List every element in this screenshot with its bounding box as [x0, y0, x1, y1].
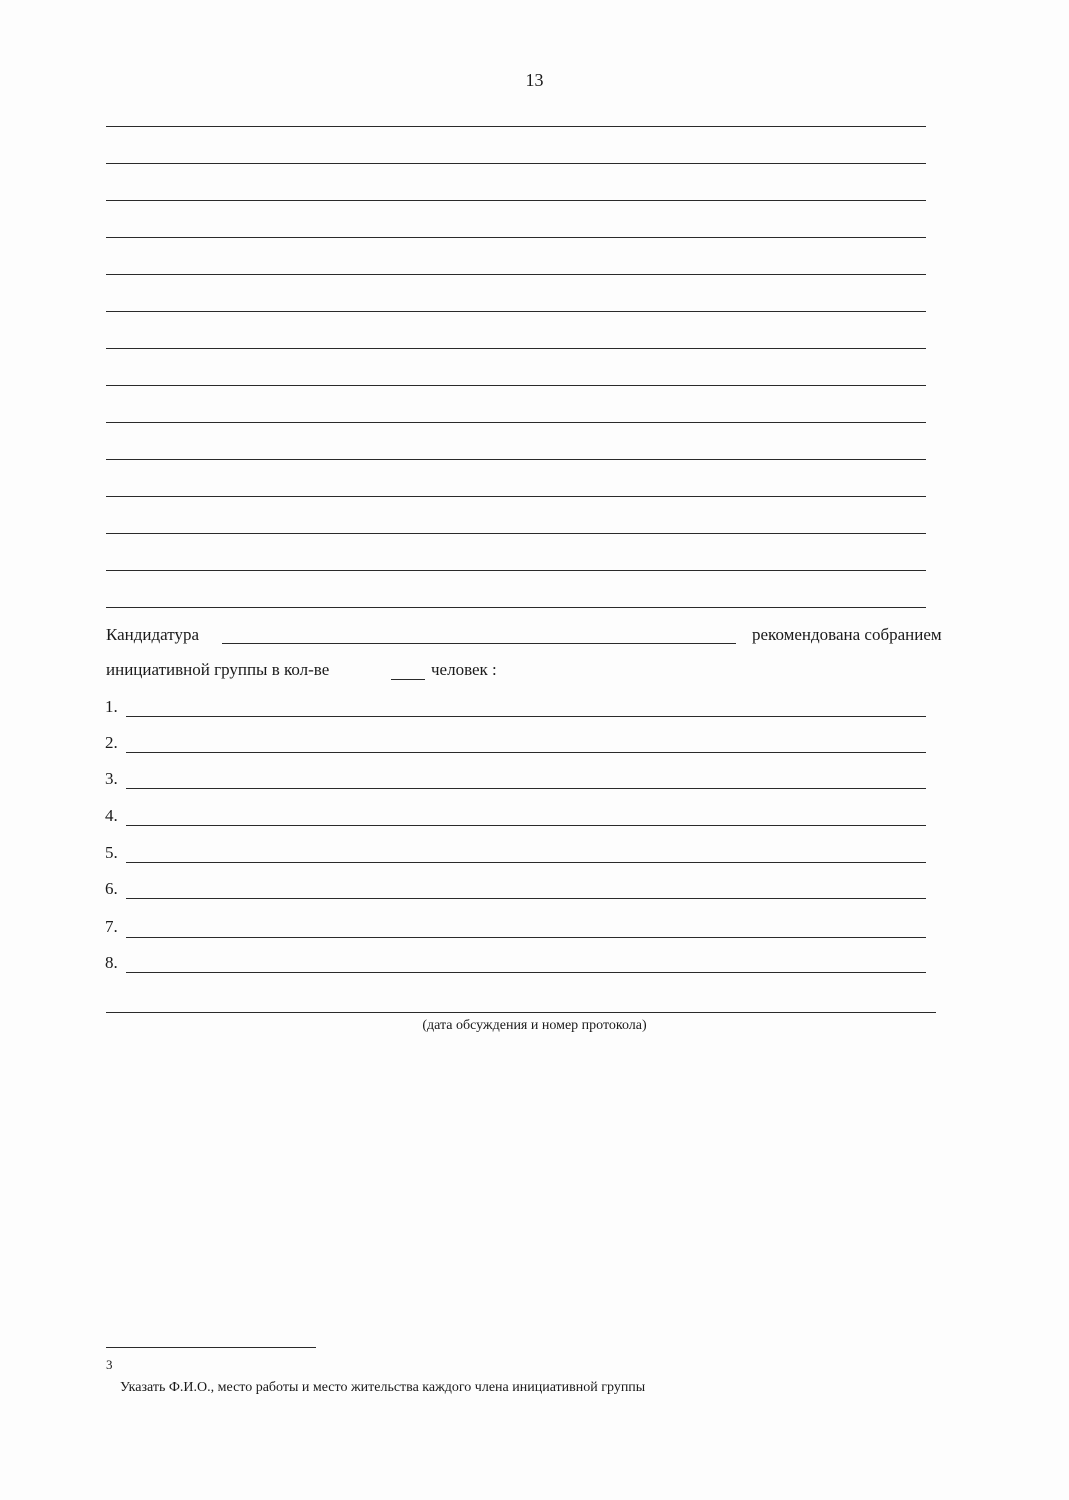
blank-line [106, 607, 926, 608]
protocol-line[interactable] [106, 1012, 936, 1013]
blank-line [106, 311, 926, 312]
member-line[interactable] [126, 937, 926, 938]
blank-line [106, 126, 926, 127]
member-number: 4. [105, 806, 118, 825]
blank-line [106, 459, 926, 460]
member-line[interactable] [126, 898, 926, 899]
member-number: 5. [105, 843, 118, 862]
blank-line [106, 200, 926, 201]
group-count-prefix: инициативной группы в кол-ве [106, 660, 330, 679]
candidate-name-field[interactable] [222, 643, 736, 644]
blank-line [106, 348, 926, 349]
footnote-separator [106, 1347, 316, 1348]
blank-line [106, 237, 926, 238]
member-line[interactable] [126, 716, 926, 717]
member-number: 8. [105, 953, 118, 972]
member-number: 1. [105, 697, 118, 716]
candidate-label: Кандидатура [106, 625, 200, 644]
recommended-text: рекомендована собранием [752, 625, 942, 644]
blank-line [106, 274, 926, 275]
page-number: 13 [525, 70, 544, 90]
blank-line [106, 570, 926, 571]
blank-line [106, 496, 926, 497]
member-number: 6. [105, 879, 118, 898]
group-count-field[interactable] [391, 679, 425, 680]
blank-line [106, 533, 926, 534]
member-line[interactable] [126, 788, 926, 789]
blank-line [106, 385, 926, 386]
member-line[interactable] [126, 972, 926, 973]
member-number: 2. [105, 733, 118, 752]
footnote-text: Указать Ф.И.О., место работы и место жительства каждого члена инициативной группы [120, 1380, 646, 1395]
member-line[interactable] [126, 825, 926, 826]
member-line[interactable] [126, 862, 926, 863]
member-line[interactable] [126, 752, 926, 753]
footnote-mark: 3 [106, 1357, 113, 1372]
blank-line [106, 422, 926, 423]
member-number: 7. [105, 917, 118, 936]
protocol-caption: (дата обсуждения и номер протокола) [422, 1018, 647, 1033]
group-count-suffix: человек : [431, 660, 497, 679]
member-number: 3. [105, 769, 118, 788]
blank-line [106, 163, 926, 164]
